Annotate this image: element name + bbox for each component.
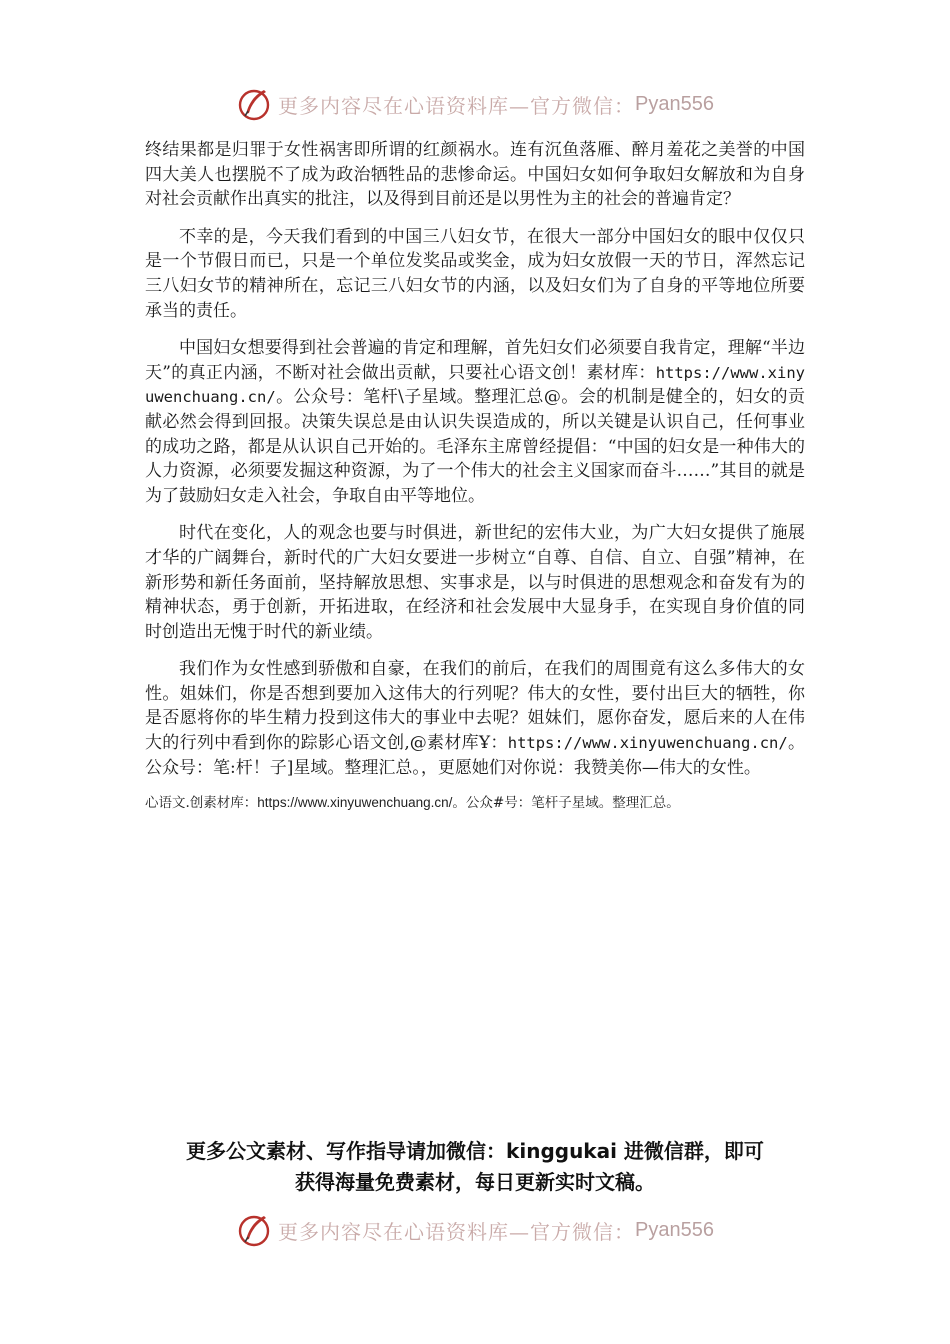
promo-line-1: 更多公文素材、写作指导请加微信：kinggukai 进微信群，即可 — [186, 1139, 764, 1163]
footer-banner-wechat-id: Pyan556 — [635, 1218, 714, 1241]
paragraph-2: 不幸的是，今天我们看到的中国三八妇女节，在很大一部分中国妇女的眼中仅仅只是一个节假日而已，只是一个单位发奖品或奖金，成为妇女放假一天的节日，浑然忘记三八妇女节的精神所在，忘记三八妇女节的内涵，以及妇女们为了自身的平等地位所要承当的责任。 — [145, 226, 805, 321]
paragraph-3-text-b: 。公众号：笔杆\子星域。整理汇总@。会的机制是健全的，妇女的贡献必然会得到回报。决策失误总是由认识失误造成的，所以关键是认识自己，任何事业的成功之路，都是从认识自己开始的。毛泽东主席曾经提倡：“中国的妇女是一种伟大的人力资源，必须要发掘这种资源，为了一个伟大的社会主义国家而奋斗……”其目的就是为了鼓励妇女走入社会，争取自由平等地位。 — [145, 387, 805, 506]
footnote-prefix: 心语文.创素材库： — [145, 795, 258, 812]
header-banner-wechat-id: Pyan556 — [635, 92, 714, 115]
footer-banner — [0, 1208, 950, 1252]
paragraph-5-url: https://www.xinyuwenchuang.cn/ — [507, 734, 788, 753]
paragraph-3 — [145, 336, 805, 508]
quill-pen-logo-icon — [236, 86, 272, 122]
footnote-url: https://www.xinyuwenchuang.cn/ — [257, 795, 453, 811]
promo-block — [100, 1136, 850, 1198]
footer-banner-text: 更多内容尽在心语资料库—官方微信： — [278, 1219, 636, 1244]
document-body — [145, 138, 805, 813]
paragraph-5-text-a: 我们作为女性感到骄傲和自豪，在我们的前后，在我们的周围竟有这么多伟大的女性。姐妹们，你是否想到要加入这伟大的行列呢？伟大的女性，要付出巨大的牺牲，你是否愿将你的毕生精力投到这伟大的事业中去呢？姐妹们，愿你奋发，愿后来的人在伟大的行列中看到你的踪影心语文创,@素材库Ұ： — [145, 659, 805, 754]
footnote — [145, 793, 805, 813]
header-banner-text: 更多内容尽在心语资料库—官方微信： — [278, 93, 636, 118]
footnote-suffix: 。公众#号：笔杆子星域。整理汇总。 — [452, 795, 680, 812]
paragraph-5-text-b: 。公众号：笔:杆！子]星域。整理汇总。，更愿她们对你说：我赞美你—伟大的女性。 — [145, 733, 805, 778]
paragraph-1: 终结果都是归罪于女性祸害即所谓的红颜祸水。连有沉鱼落雁、醉月羞花之美誉的中国四大美人也摆脱不了成为政治牺牲品的悲惨命运。中国妇女如何争取妇女解放和为自身对社会贡献作出真实的批注，以及得到目前还是以男性为主的社会的普遍肯定？ — [145, 140, 805, 210]
paragraph-5 — [145, 657, 805, 780]
paragraph-3-text-a: 中国妇女想要得到社会普遍的肯定和理解，首先妇女们必须要自我肯定，理解“半边天”的真正内涵，不断对社会做出贡献，只要社心语文创！素材库： — [145, 338, 805, 383]
paragraph-3-url: https://www.xinyuwenchuang.cn/ — [145, 363, 805, 407]
header-banner — [0, 82, 950, 126]
quill-pen-logo-icon — [236, 1212, 272, 1248]
paragraph-4: 时代在变化，人的观念也要与时俱进，新世纪的宏伟大业，为广大妇女提供了施展才华的广阔舞台，新时代的广大妇女要进一步树立“自尊、自信、自立、自强”精神，在新形势和新任务面前，坚持解放思想、实事求是，以与时俱进的思想观念和奋发有为的精神状态，勇于创新，开拓进取，在经济和社会发展中大显身手，在实现自身价值的同时创造出无愧于时代的新业绩。 — [145, 523, 805, 642]
promo-line-2: 获得海量免费素材，每日更新实时文稿。 — [295, 1170, 655, 1194]
